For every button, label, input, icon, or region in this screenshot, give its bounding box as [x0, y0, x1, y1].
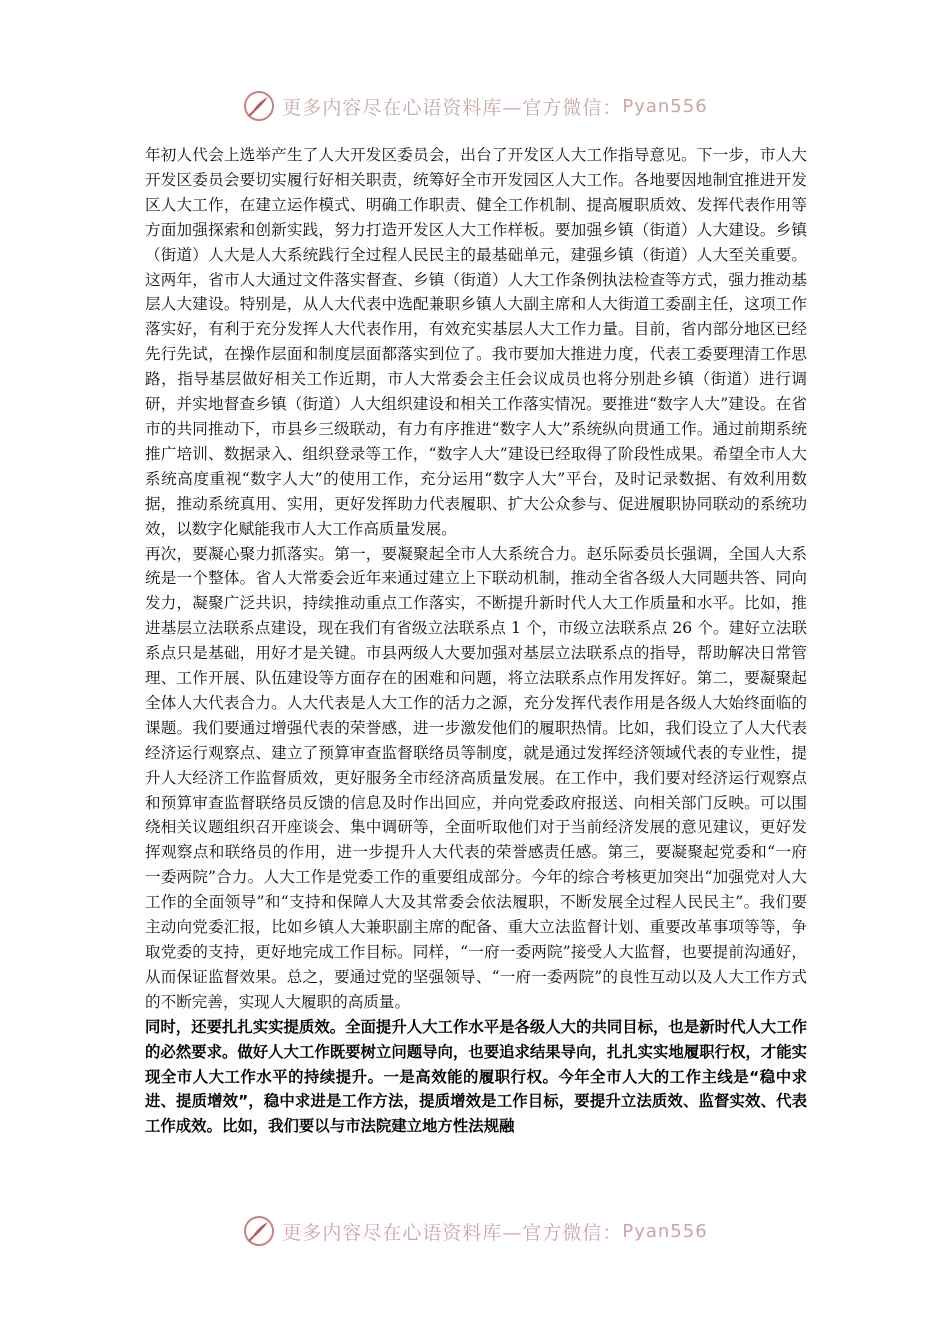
- header-watermark-official: 官方微信：: [522, 96, 623, 119]
- quill-logo-icon: [242, 1214, 276, 1248]
- paragraph-1: 年初人代会上选举产生了人大开发区委员会，出台了开发区人大工作指导意见。下一步，市人大开发区委员会要切实履行好相关职责，统筹好全市开发园区人大工作。各地要因地制宜推进开发区人大工作，在建立运作模式、明确工作职责、健全工作机制、提高履职质效、发挥代表作用等方面加强探索和创新实践，努力打造开发区人大工作样板。要加强乡镇（街道）人大建设。乡镇（街道）人大是人大系统践行全过程人民民主的最基础单元，建强乡镇（街道）人大至关重要。这两年，省市人大通过文件落实督查、乡镇（街道）人大工作条例执法检查等方式，强力推动基层人大建设。特别是，从人大代表中选配兼职乡镇人大副主席和人大街道工委副主任，这项工作落实好，有利于充分发挥人大代表作用，有效充实基层人大工作力量。目前，省内部分地区已经先行先试，在操作层面和制度层面都落实到位了。我市要加大推进力度，代表工委要理清工作思路，指导基层做好相关工作近期，市人大常委会主任会议成员也将分别赴乡镇（街道）进行调研，并实地督查乡镇（街道）人大组织建设和相关工作落实情况。要推进“数字人大”建设。在省市的共同推动下，市县乡三级联动，有力有序推进“数字人大”系统纵向贯通工作。通过前期系统推广培训、数据录入、组织登录等工作，“数字人大”建设已经取得了阶段性成果。希望全市人大系统高度重视“数字人大”的使用工作，充分运用“数字人大”平台，及时记录数据、有效利用数据，推动系统真用、实用，更好发挥助力代表履职、扩大公众参与、促进履职协同联动的系统功效，以数字化赋能我市人大工作高质量发展。: [145, 146, 807, 538]
- footer-watermark-official: 官方微信：: [522, 1221, 623, 1244]
- document-body: [145, 143, 807, 1139]
- paragraph-2: 再次，要凝心聚力抓落实。第一，要凝聚起全市人大系统合力。赵乐际委员长强调，全国人大系统是一个整体。省人大常委会近年来通过建立上下联动机制，推动全省各级人大同题共答、同向发力，凝聚广泛共识，持续推动重点工作落实，不断提升新时代人大工作质量和水平。比如，推进基层立法联系点建设，现在我们有省级立法联系点 1 个，市级立法联系点 26 个。建好立法联系点只是基础，用好才是关键。市县两级人大要加强对基层立法联系点的指导，帮助解决日常管理、工作开展、队伍建设等方面存在的困难和问题，将立法联系点作用发挥好。第二，要凝聚起全体人大代表合力。人大代表是人大工作的活力之源，充分发挥代表作用是各级人大始终面临的课题。我们要通过增强代表的荣誉感，进一步激发他们的履职热情。比如，我们设立了人大代表经济运行观察点、建立了预算审查监督联络员等制度，就是通过发挥经济领域代表的专业性，提升人大经济工作监督质效，更好服务全市经济高质量发展。在工作中，我们要对经济运行观察点和预算审查监督联络员反馈的信息及时作出回应，并向党委政府报送、向相关部门反映。可以围绕相关议题组织召开座谈会、集中调研等，全面听取他们对于当前经济发展的意见建议，更好发挥观察点和联络员的作用，进一步提升人大代表的荣誉感责任感。第三，要凝聚起党委和“一府一委两院”合力。人大工作是党委工作的重要组成部分。今年的综合考核更加突出“加强党对人大工作的全面领导”和“支持和保障人大及其常委会依法履职，不断发展全过程人民民主”。我们要主动向党委汇报，比如乡镇人大兼职副主席的配备、重大立法监督计划、重要改革事项等等，争取党委的支持，更好地完成工作目标。同样，“一府一委两院”接受人大监督，也要提前沟通好，从而保证监督效果。总之，要通过党的坚强领导、“一府一委两院”的良性互动以及人大工作方式的不断完善，实现人大履职的高质量。: [145, 544, 807, 1011]
- footer-watermark-main: 更多内容尽在心语资料库—: [282, 1221, 523, 1244]
- header-watermark: [0, 86, 950, 126]
- header-watermark-id: Pyan556: [622, 95, 708, 117]
- footer-watermark: [0, 1211, 950, 1251]
- header-watermark-main: 更多内容尽在心语资料库—: [282, 96, 523, 119]
- quill-logo-icon: [242, 89, 276, 123]
- paragraph-3: 同时，还要扎扎实实提质效。全面提升人大工作水平是各级人大的共同目标，也是新时代人大工作的必然要求。做好人大工作既要树立问题导向，也要追求结果导向，扎扎实实地履职行权，才能实现全市人大工作水平的持续提升。一是高效能的履职行权。今年全市人大的工作主线是“稳中求进、提质增效”，稳中求进是工作方法，提质增效是工作目标，要提升立法质效、监督实效、代表工作成效。比如，我们要以与市法院建立地方性法规融: [145, 1017, 807, 1136]
- footer-watermark-id: Pyan556: [622, 1220, 708, 1242]
